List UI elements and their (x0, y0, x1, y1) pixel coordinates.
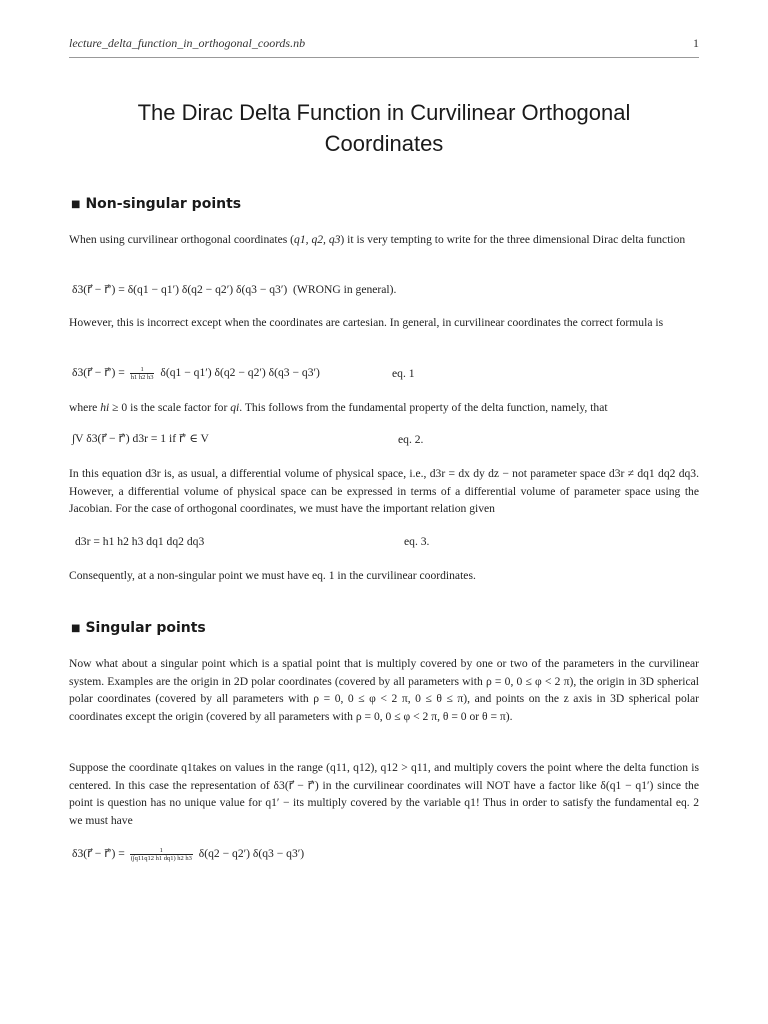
bullet-square-icon: ■ (71, 199, 81, 210)
document-title (69, 97, 699, 159)
section-heading-text: Non-singular points (85, 196, 242, 212)
fraction-denominator: h1 h2 h3 (130, 373, 154, 381)
equation-text: δ3(r⃗ − r⃗′) = δ(q1 − q1′) δ(q2 − q2′) δ(q3 − q3′) (72, 283, 288, 296)
paragraph-singular-range: Suppose the coordinate q1takes on values in the range (q11, q12), q12 > q11, and multiply covers the point where the delta function is centered. In this case the representation of δ3(r⃗ − r⃗′) in the curvilinear coordinates will NOT have a factor like δ(q1 − q1′) since the point is question has no unique value for q1′ − its multiply covered by the variable q1! Thus in order to satisfy the fundamental eq. 2 we must have (69, 761, 699, 827)
equation-1-label: eq. 1 (392, 367, 415, 380)
paragraph-consequently: Consequently, at a non-singular point we must have eq. 1 in the curvilinear coordinates. (69, 569, 476, 582)
equation-rhs: δ(q1 − q1′) δ(q2 − q2′) δ(q3 − q3′) (160, 366, 320, 379)
coordinate-symbol: qi (230, 401, 240, 414)
title-line-2: Coordinates (324, 131, 444, 156)
equation-fraction (130, 847, 193, 862)
equation-4 (72, 846, 304, 862)
page-number: 1 (693, 36, 699, 50)
paragraph-scale-factor (69, 399, 699, 417)
bullet-square-icon: ■ (71, 623, 81, 634)
paragraph-volume: In this equation d3r is, as usual, a differential volume of physical space, i.e., d3r = dx dy dz − not parameter space d3r ≠ dq1 dq2 dq3. However, a differential volume of physical space can be expressed in terms of a differential volume of parameter space using the Jacobian. For the case of orthogonal coordinates, we must have the important relation given (69, 467, 699, 515)
text-run: . This follows from the fundamental property of the delta function, namely, that (239, 401, 608, 414)
equation-lhs: δ3(r⃗ − r⃗′) = (72, 366, 125, 379)
equation-lhs: δ3(r⃗ − r⃗′) = (72, 847, 125, 860)
text-run: ) it is very tempting to write for the three dimensional Dirac delta function (340, 233, 686, 246)
equation-wrong (72, 282, 396, 296)
fraction-numerator: 1 (130, 847, 193, 855)
section-heading-text: Singular points (85, 620, 206, 636)
equation-note: (WRONG in general). (293, 283, 397, 296)
section-heading-singular (71, 620, 206, 636)
fraction-numerator: 1 (130, 366, 155, 374)
equation-1 (72, 365, 320, 381)
title-line-1: The Dirac Delta Function in Curvilinear Orthogonal (137, 100, 631, 125)
paragraph-singular-intro: Now what about a singular point which is a spatial point that is multiply covered by one or two of the parameters in the curvilinear system. Examples are the origin in 2D polar coordinates (covered by all parameters with ρ = 0, 0 ≤ φ < 2 π), the origin in 3D spherical polar coordinates (covered by all parameters with ρ = 0, 0 ≤ φ < 2 π, 0 ≤ θ ≤ π), and points on the z axis in 3D spherical polar coordinates except the origin (covered by all parameters with ρ = 0, 0 ≤ φ < 2 π, θ = 0 or θ = π). (69, 657, 699, 723)
equation-rhs: δ(q2 − q2′) δ(q3 − q3′) (198, 847, 305, 860)
equation-3: d3r = h1 h2 h3 dq1 dq2 dq3 (75, 535, 205, 548)
equation-2-label: eq. 2. (398, 433, 424, 446)
section-heading-nonsingular (71, 196, 241, 212)
equation-fraction (130, 366, 155, 381)
fraction-denominator: (∫q11q12 h1 dq1) h2 h3 (130, 854, 192, 862)
equation-2: ∫V δ3(r⃗ − r⃗′) d3r = 1 if r⃗′ ∈ V (72, 432, 209, 445)
scale-factor-symbol: hi (100, 401, 110, 414)
equation-3-label: eq. 3. (404, 535, 430, 548)
notebook-filename: lecture_delta_function_in_orthogonal_coords.nb (69, 36, 306, 50)
page-header (69, 36, 699, 58)
paragraph-nonsingular-intro (69, 231, 699, 249)
paragraph-incorrect: However, this is incorrect except when the coordinates are cartesian. In general, in curvilinear coordinates the correct formula is (69, 316, 664, 329)
coords-tuple: q1, q2, q3 (294, 233, 341, 246)
text-run: ≥ 0 is the scale factor for (109, 401, 231, 414)
text-run: where (69, 401, 101, 414)
text-run: When using curvilinear orthogonal coordinates ( (69, 233, 295, 246)
